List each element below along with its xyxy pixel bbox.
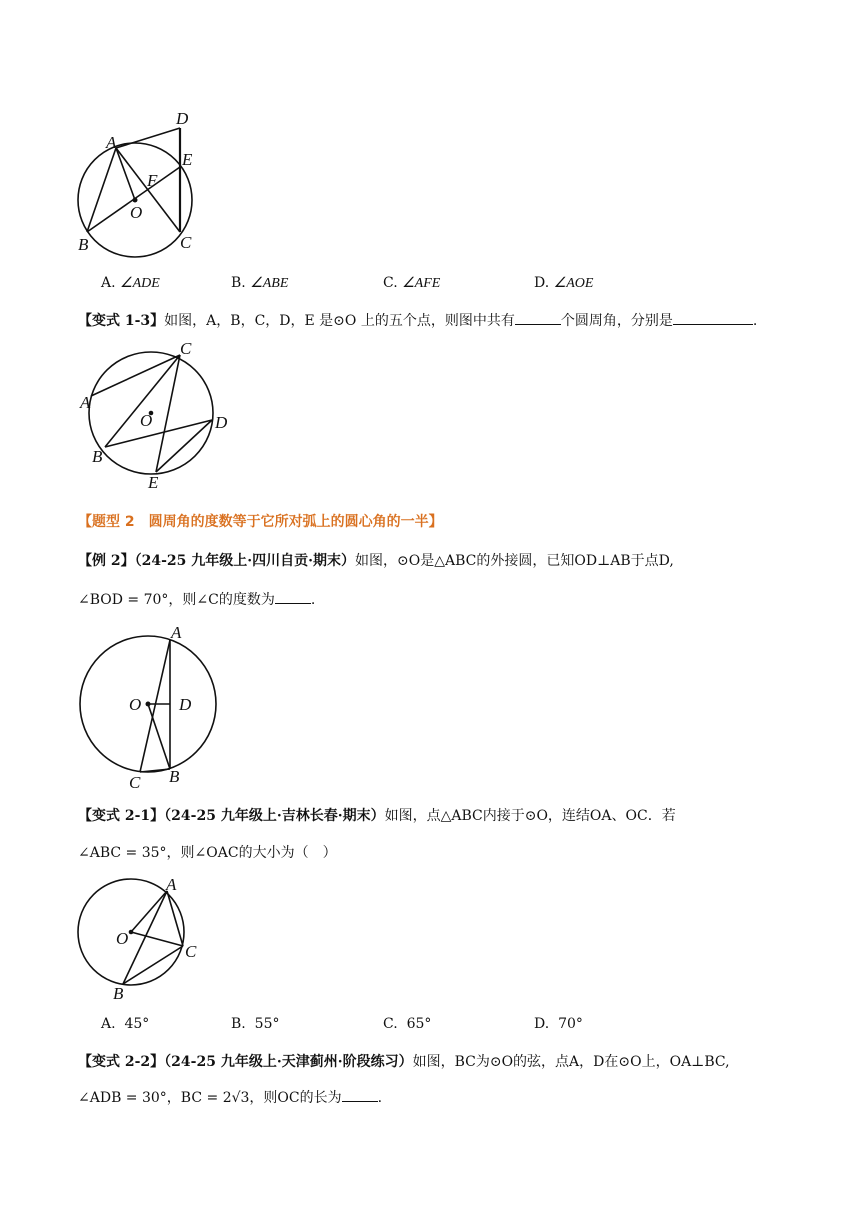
svg-text:O: O <box>129 695 142 714</box>
variant-tag: 【变式 1-3】 <box>78 313 165 329</box>
svg-text:C: C <box>129 773 141 792</box>
answer-blank-list[interactable] <box>673 310 753 325</box>
variant-2-2-line-2: ∠ADB = 30°，BC = 2√3，则OC的长为 . <box>78 1087 382 1108</box>
example-2-line-1: 【例 2】（24-25 九年级上·四川自贡·期末）如图，⊙O是△ABC的外接圆，已知OD⊥AB于点D, <box>78 553 674 569</box>
figure-4-circle-diagram <box>75 870 205 1005</box>
variant-1-3-question: 【变式 1-3】如图，A，B，C，D，E 是⊙O 上的五个点，则图中共有 个圆周角，分别是 . <box>78 310 757 331</box>
section-heading-type-2: 【题型 2 圆周角的度数等于它所对弧上的圆心角的一半】 <box>78 514 443 530</box>
svg-text:C: C <box>180 339 192 358</box>
svg-text:C: C <box>180 233 192 252</box>
variant-2-1-line-2: ∠ABC = 35°，则∠OAC的大小为（ ） <box>78 845 337 861</box>
svg-text:A: A <box>106 133 117 152</box>
svg-text:O: O <box>116 929 129 948</box>
option-a[interactable]: A. ∠ADE <box>101 275 160 291</box>
svg-text:B: B <box>78 235 89 254</box>
option-c[interactable]: C. 65° <box>383 1016 432 1032</box>
variant-2-1-line-1: 【变式 2-1】（24-25 九年级上·吉林长春·期末）如图，点△ABC内接于⊙O，连结OA、OC．若 <box>78 808 676 824</box>
svg-text:D: D <box>176 109 189 128</box>
figure-3-circle-diagram <box>75 620 225 790</box>
option-d[interactable]: D. ∠AOE <box>534 275 594 291</box>
variant-2-2-line-1: 【变式 2-2】（24-25 九年级上·天津蓟州·阶段练习）如图，BC为⊙O的弦，点A，D在⊙O上，OA⊥BC, <box>78 1054 730 1070</box>
answer-blank[interactable] <box>275 589 311 604</box>
svg-text:E: E <box>182 150 193 169</box>
svg-text:B: B <box>92 447 103 466</box>
svg-text:O: O <box>130 203 143 222</box>
svg-text:A: A <box>80 393 91 412</box>
figure-2-circle-diagram <box>75 335 235 495</box>
svg-text:A: A <box>171 623 182 642</box>
svg-text:C: C <box>185 942 197 961</box>
figure-1-circle-diagram <box>70 100 210 260</box>
answer-blank-count[interactable] <box>515 310 561 325</box>
option-b[interactable]: B. 55° <box>231 1016 280 1032</box>
svg-text:D: D <box>215 413 228 432</box>
option-c[interactable]: C. ∠AFE <box>383 275 441 291</box>
svg-text:B: B <box>113 984 124 1003</box>
example-2-line-2: ∠BOD = 70°，则∠C的度数为 . <box>78 589 315 610</box>
svg-text:E: E <box>148 473 159 492</box>
answer-blank[interactable] <box>342 1087 378 1102</box>
svg-text:B: B <box>169 767 180 786</box>
svg-text:A: A <box>166 875 177 894</box>
svg-text:F: F <box>147 171 158 190</box>
option-d[interactable]: D. 70° <box>534 1016 583 1032</box>
option-a[interactable]: A. 45° <box>101 1016 150 1032</box>
option-b[interactable]: B. ∠ABE <box>231 275 289 291</box>
svg-text:O: O <box>140 411 153 430</box>
svg-text:D: D <box>179 695 192 714</box>
